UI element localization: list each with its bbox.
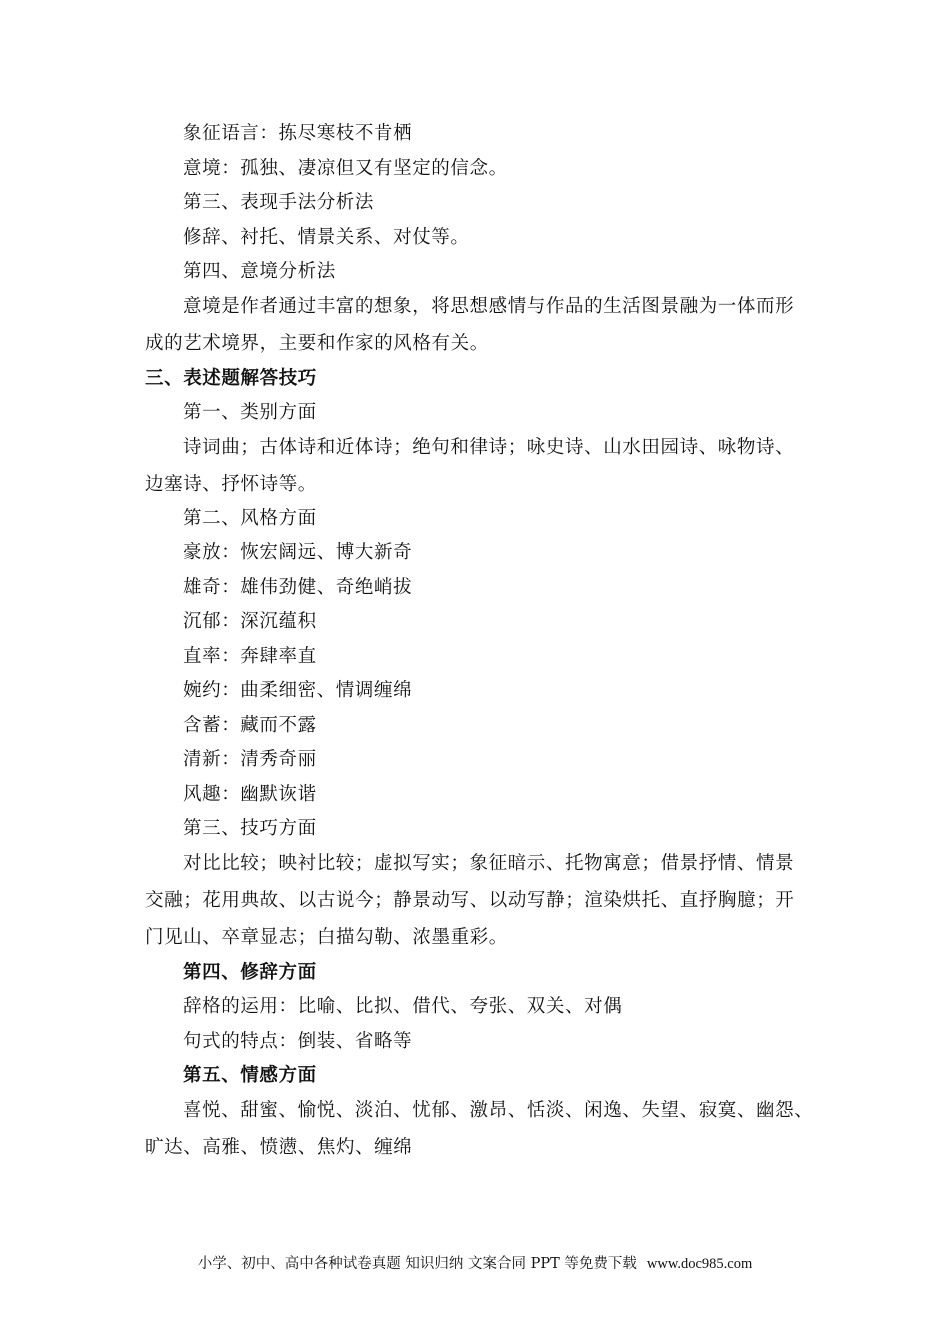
text-line: 辞格的运用：比喻、比拟、借代、夸张、双关、对偶 bbox=[183, 996, 623, 1017]
paragraph-line: 成的艺术境界，主要和作家的风格有关。 bbox=[145, 333, 489, 354]
section-heading: 第一、类别方面 bbox=[183, 402, 317, 423]
text-line: 意境：孤独、凄凉但又有坚定的信念。 bbox=[183, 158, 508, 179]
paragraph-line: 边塞诗、抒怀诗等。 bbox=[145, 474, 317, 495]
section-heading: 第二、风格方面 bbox=[183, 508, 317, 529]
style-item: 直率：奔肆率直 bbox=[183, 646, 317, 667]
chapter-heading: 三、表述题解答技巧 bbox=[145, 368, 317, 389]
paragraph-line: 诗词曲；古体诗和近体诗；绝句和律诗；咏史诗、山水田园诗、咏物诗、 bbox=[183, 437, 795, 458]
section-heading: 第三、技巧方面 bbox=[183, 818, 317, 839]
style-item: 风趣：幽默诙谐 bbox=[183, 784, 317, 805]
style-item: 雄奇：雄伟劲健、奇绝峭拔 bbox=[183, 577, 413, 598]
footer-text: 小学、初中、高中各种试卷真题 知识归纳 文案合同 PPT 等免费下载 bbox=[197, 1256, 637, 1272]
paragraph-line: 旷达、高雅、愤懑、焦灼、缠绵 bbox=[145, 1137, 413, 1158]
style-item: 沉郁：深沉蕴积 bbox=[183, 611, 317, 632]
text-line: 修辞、衬托、情景关系、对仗等。 bbox=[183, 227, 470, 248]
paragraph-line: 门见山、卒章显志；白描勾勒、浓墨重彩。 bbox=[145, 927, 508, 948]
paragraph-line: 对比比较；映衬比较；虚拟写实；象征暗示、托物寓意；借景抒情、情景 bbox=[183, 853, 795, 874]
style-item: 含蓄：藏而不露 bbox=[183, 715, 317, 736]
style-item: 豪放：恢宏阔远、博大新奇 bbox=[183, 542, 413, 563]
section-heading: 第五、情感方面 bbox=[183, 1065, 317, 1086]
page-footer bbox=[0, 1254, 950, 1274]
section-heading: 第四、意境分析法 bbox=[183, 261, 336, 282]
style-item: 清新：清秀奇丽 bbox=[183, 749, 317, 770]
section-heading: 第三、表现手法分析法 bbox=[183, 192, 375, 213]
paragraph-line: 交融；花用典故、以古说今；静景动写、以动写静；渲染烘托、直抒胸臆；开 bbox=[145, 890, 795, 911]
paragraph-line: 喜悦、甜蜜、愉悦、淡泊、忧郁、激昂、恬淡、闲逸、失望、寂寞、幽怨、 bbox=[183, 1100, 814, 1121]
text-line: 象征语言：拣尽寒枝不肯栖 bbox=[183, 123, 413, 144]
style-item: 婉约：曲柔细密、情调缠绵 bbox=[183, 680, 413, 701]
footer-url-link[interactable]: www.doc985.com bbox=[646, 1256, 753, 1272]
text-line: 句式的特点：倒装、省略等 bbox=[183, 1031, 413, 1052]
paragraph-line: 意境是作者通过丰富的想象，将思想感情与作品的生活图景融为一体而形 bbox=[183, 296, 795, 317]
section-heading: 第四、修辞方面 bbox=[183, 962, 317, 983]
